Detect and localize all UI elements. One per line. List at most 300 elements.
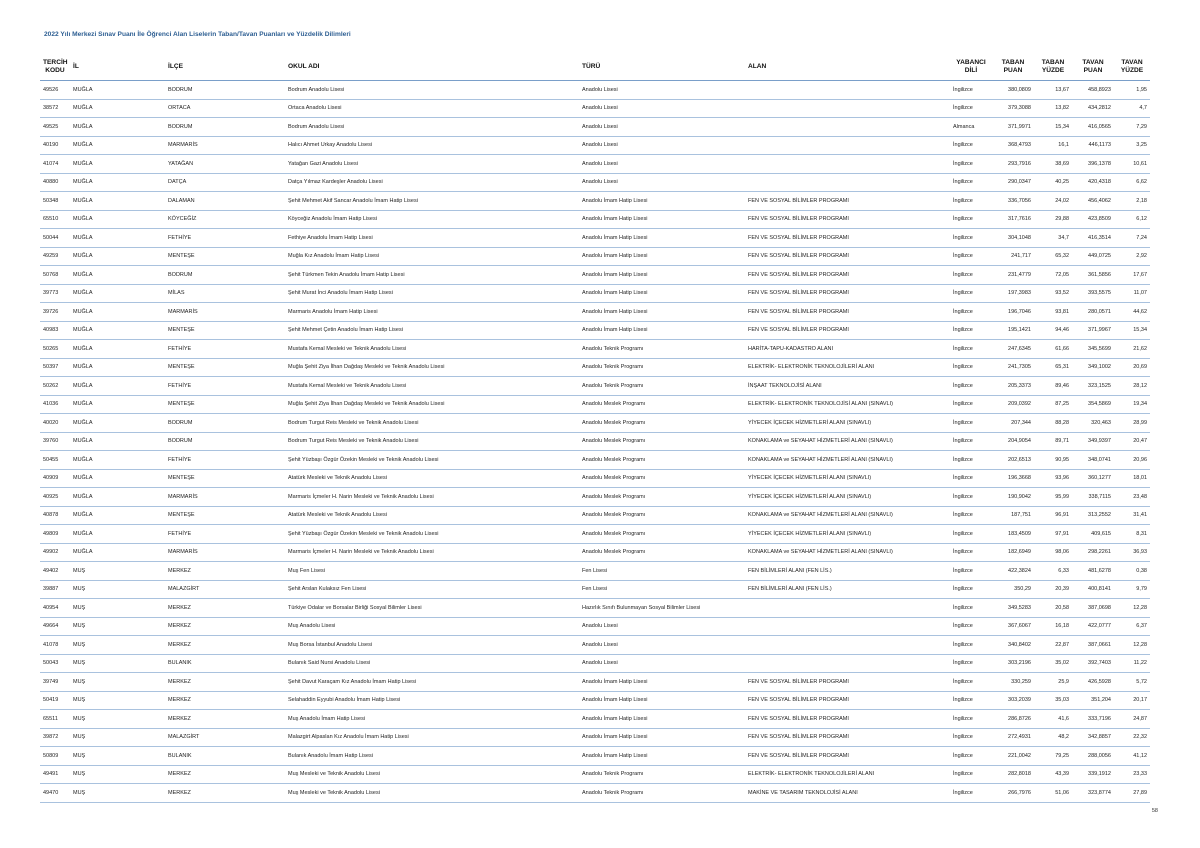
cell-taban-puan: 340,8402: [992, 636, 1034, 655]
cell-alan: FEN VE SOSYAL BİLİMLER PROGRAMI: [745, 266, 950, 285]
cell-tavan-puan: 298,2261: [1072, 543, 1114, 562]
cell-tur: Anadolu Meslek Programı: [579, 506, 745, 525]
cell-dil: İngilizce: [950, 395, 992, 414]
cell-taban-yuzde: 20,58: [1034, 599, 1072, 618]
cell-taban-yuzde: 87,25: [1034, 395, 1072, 414]
col-header-dil: YABANCI DİLİ: [950, 54, 992, 81]
table-row: [40, 284, 1150, 303]
cell-kod: 49525: [40, 118, 70, 137]
cell-kod: 41036: [40, 395, 70, 414]
cell-taban-yuzde: 48,2: [1034, 728, 1072, 747]
cell-dil: Almanca: [950, 118, 992, 137]
cell-taban-yuzde: 51,06: [1034, 784, 1072, 803]
cell-tur: Anadolu Meslek Programı: [579, 469, 745, 488]
cell-tur: Anadolu İmam Hatip Lisesi: [579, 691, 745, 710]
cell-kod: 40983: [40, 321, 70, 340]
cell-il: MUĞLA: [70, 303, 165, 322]
cell-tavan-puan: 423,8509: [1072, 210, 1114, 229]
cell-alan: [745, 617, 950, 636]
cell-taban-yuzde: 24,02: [1034, 192, 1072, 211]
cell-okul: Bodrum Turgut Reis Mesleki ve Teknik Anadolu Lisesi: [285, 432, 579, 451]
cell-il: MUĞLA: [70, 192, 165, 211]
cell-taban-yuzde: 41,6: [1034, 710, 1072, 729]
cell-alan: ELEKTRİK- ELEKTRONİK TEKNOLOJİSİ ALANI (SINAVLI): [745, 395, 950, 414]
cell-tavan-puan: 446,1173: [1072, 136, 1114, 155]
cell-kod: 39773: [40, 284, 70, 303]
cell-tur: Anadolu Teknik Programı: [579, 765, 745, 784]
table-body: [40, 81, 1150, 803]
table-row: [40, 506, 1150, 525]
cell-kod: 40954: [40, 599, 70, 618]
cell-tavan-puan: 345,5699: [1072, 340, 1114, 359]
cell-taban-yuzde: 65,32: [1034, 247, 1072, 266]
cell-taban-puan: 221,0042: [992, 747, 1034, 766]
table-row: [40, 173, 1150, 192]
cell-tur: Anadolu Teknik Programı: [579, 358, 745, 377]
cell-kod: 65511: [40, 710, 70, 729]
cell-tavan-puan: 371,9967: [1072, 321, 1114, 340]
cell-taban-yuzde: 90,95: [1034, 451, 1072, 470]
cell-il: MUĞLA: [70, 414, 165, 433]
cell-ilce: BODRUM: [165, 414, 285, 433]
cell-alan: FEN VE SOSYAL BİLİMLER PROGRAMI: [745, 284, 950, 303]
cell-ilce: MENTEŞE: [165, 247, 285, 266]
cell-tavan-puan: 361,5856: [1072, 266, 1114, 285]
cell-tavan-puan: 320,463: [1072, 414, 1114, 433]
cell-alan: [745, 636, 950, 655]
cell-il: MUĞLA: [70, 432, 165, 451]
cell-tavan-yuzde: 36,93: [1114, 543, 1150, 562]
cell-tavan-puan: 416,0565: [1072, 118, 1114, 137]
cell-okul: Şehit Mehmet Çetin Anadolu İmam Hatip Lisesi: [285, 321, 579, 340]
cell-tavan-yuzde: 28,99: [1114, 414, 1150, 433]
cell-okul: Şehit Türkmen Tekin Anadolu İmam Hatip Lisesi: [285, 266, 579, 285]
cell-taban-puan: 317,7616: [992, 210, 1034, 229]
table-row: [40, 118, 1150, 137]
cell-taban-puan: 349,5283: [992, 599, 1034, 618]
cell-taban-puan: 195,1421: [992, 321, 1034, 340]
cell-tavan-yuzde: 12,28: [1114, 599, 1150, 618]
cell-dil: İngilizce: [950, 488, 992, 507]
cell-okul: Mustafa Kemal Mesleki ve Teknik Anadolu Lisesi: [285, 340, 579, 359]
cell-ilce: MERKEZ: [165, 710, 285, 729]
cell-tavan-yuzde: 20,96: [1114, 451, 1150, 470]
cell-alan: YİYECEK İÇECEK HİZMETLERİ ALANI (SINAVLI): [745, 488, 950, 507]
cell-okul: Marmaris İçmeler H. Narin Mesleki ve Teknik Anadolu Lisesi: [285, 543, 579, 562]
cell-tur: Anadolu Teknik Programı: [579, 377, 745, 396]
cell-ilce: MENTEŞE: [165, 358, 285, 377]
table-row: [40, 673, 1150, 692]
cell-alan: [745, 99, 950, 118]
cell-tur: Hazırlık Sınıfı Bulunmayan Sosyal Bilimler Lisesi: [579, 599, 745, 618]
cell-taban-puan: 286,8726: [992, 710, 1034, 729]
cell-tur: Anadolu İmam Hatip Lisesi: [579, 192, 745, 211]
cell-taban-yuzde: 43,39: [1034, 765, 1072, 784]
cell-kod: 49902: [40, 543, 70, 562]
cell-tavan-yuzde: 2,92: [1114, 247, 1150, 266]
cell-ilce: BULANIK: [165, 747, 285, 766]
cell-il: MUŞ: [70, 562, 165, 581]
cell-dil: İngilizce: [950, 617, 992, 636]
cell-okul: Muğla Şehit Ziya İlhan Dağdaş Mesleki ve Teknik Anadolu Lisesi: [285, 358, 579, 377]
cell-dil: İngilizce: [950, 340, 992, 359]
cell-taban-yuzde: 93,81: [1034, 303, 1072, 322]
cell-kod: 40925: [40, 488, 70, 507]
cell-tavan-puan: 338,7115: [1072, 488, 1114, 507]
cell-tur: Anadolu İmam Hatip Lisesi: [579, 303, 745, 322]
cell-okul: Şehit Yüzbaşı Özgür Özekin Mesleki ve Teknik Anadolu Lisesi: [285, 525, 579, 544]
cell-dil: İngilizce: [950, 303, 992, 322]
cell-kod: 49526: [40, 81, 70, 100]
cell-taban-yuzde: 65,31: [1034, 358, 1072, 377]
cell-taban-yuzde: 98,06: [1034, 543, 1072, 562]
table-row: [40, 229, 1150, 248]
cell-il: MUĞLA: [70, 340, 165, 359]
cell-il: MUĞLA: [70, 99, 165, 118]
table-row: [40, 543, 1150, 562]
cell-tavan-yuzde: 5,72: [1114, 673, 1150, 692]
table-row: [40, 451, 1150, 470]
cell-okul: Halıcı Ahmet Urkay Anadolu Lisesi: [285, 136, 579, 155]
cell-il: MUĞLA: [70, 451, 165, 470]
table-row: [40, 599, 1150, 618]
cell-ilce: MENTEŞE: [165, 506, 285, 525]
cell-okul: Şehit Murat İnci Anadolu İmam Hatip Lisesi: [285, 284, 579, 303]
cell-okul: Bodrum Anadolu Lisesi: [285, 81, 579, 100]
table-row: [40, 377, 1150, 396]
cell-tur: Anadolu Lisesi: [579, 155, 745, 174]
cell-taban-puan: 368,4793: [992, 136, 1034, 155]
cell-alan: İNŞAAT TEKNOLOJİSİ ALANI: [745, 377, 950, 396]
col-header-tavan-yuzde: TAVAN YÜZDE: [1114, 54, 1150, 81]
cell-tavan-yuzde: 41,12: [1114, 747, 1150, 766]
cell-okul: Malazgirt Alpaslan Kız Anadolu İmam Hatip Lisesi: [285, 728, 579, 747]
col-header-kod: TERCİH KODU: [40, 54, 70, 81]
cell-taban-yuzde: 89,71: [1034, 432, 1072, 451]
cell-ilce: MERKEZ: [165, 562, 285, 581]
cell-taban-yuzde: 72,05: [1034, 266, 1072, 285]
cell-kod: 49491: [40, 765, 70, 784]
cell-tur: Anadolu Meslek Programı: [579, 414, 745, 433]
cell-alan: KONAKLAMA ve SEYAHAT HİZMETLERİ ALANI (SINAVLI): [745, 543, 950, 562]
cell-il: MUĞLA: [70, 81, 165, 100]
cell-tavan-puan: 354,5869: [1072, 395, 1114, 414]
cell-il: MUĞLA: [70, 543, 165, 562]
table-row: [40, 210, 1150, 229]
cell-tavan-puan: 392,7403: [1072, 654, 1114, 673]
cell-taban-puan: 196,3668: [992, 469, 1034, 488]
cell-taban-yuzde: 35,02: [1034, 654, 1072, 673]
cell-ilce: BODRUM: [165, 81, 285, 100]
cell-kod: 65510: [40, 210, 70, 229]
col-header-okul: OKUL ADI: [285, 54, 579, 81]
table-row: [40, 192, 1150, 211]
cell-tavan-puan: 400,8141: [1072, 580, 1114, 599]
cell-kod: 50809: [40, 747, 70, 766]
cell-taban-puan: 197,3983: [992, 284, 1034, 303]
cell-dil: İngilizce: [950, 654, 992, 673]
cell-okul: Mustafa Kemal Mesleki ve Teknik Anadolu Lisesi: [285, 377, 579, 396]
cell-ilce: MERKEZ: [165, 784, 285, 803]
cell-tavan-yuzde: 19,34: [1114, 395, 1150, 414]
cell-taban-yuzde: 35,03: [1034, 691, 1072, 710]
cell-taban-puan: 380,0809: [992, 81, 1034, 100]
cell-ilce: MENTEŞE: [165, 395, 285, 414]
cell-il: MUĞLA: [70, 266, 165, 285]
col-header-taban-puan: TABAN PUAN: [992, 54, 1034, 81]
cell-tavan-yuzde: 24,87: [1114, 710, 1150, 729]
table-row: [40, 358, 1150, 377]
cell-ilce: MARMARİS: [165, 488, 285, 507]
cell-taban-yuzde: 22,87: [1034, 636, 1072, 655]
cell-kod: 49402: [40, 562, 70, 581]
cell-il: MUĞLA: [70, 525, 165, 544]
cell-alan: [745, 81, 950, 100]
cell-ilce: MERKEZ: [165, 599, 285, 618]
table-row: [40, 432, 1150, 451]
cell-il: MUĞLA: [70, 118, 165, 137]
table-row: [40, 136, 1150, 155]
cell-il: MUĞLA: [70, 229, 165, 248]
cell-il: MUĞLA: [70, 136, 165, 155]
cell-tur: Anadolu Lisesi: [579, 81, 745, 100]
cell-kod: 40190: [40, 136, 70, 155]
cell-alan: [745, 173, 950, 192]
cell-dil: İngilizce: [950, 562, 992, 581]
cell-dil: İngilizce: [950, 747, 992, 766]
cell-tavan-yuzde: 27,89: [1114, 784, 1150, 803]
cell-taban-puan: 422,3824: [992, 562, 1034, 581]
cell-taban-puan: 379,3088: [992, 99, 1034, 118]
cell-alan: FEN VE SOSYAL BİLİMLER PROGRAMI: [745, 303, 950, 322]
cell-il: MUŞ: [70, 784, 165, 803]
cell-il: MUĞLA: [70, 321, 165, 340]
cell-okul: Marmaris Anadolu İmam Hatip Lisesi: [285, 303, 579, 322]
cell-kod: 50043: [40, 654, 70, 673]
cell-alan: YİYECEK İÇECEK HİZMETLERİ ALANI (SINAVLI): [745, 469, 950, 488]
cell-kod: 49259: [40, 247, 70, 266]
table-row: [40, 784, 1150, 803]
cell-il: MUĞLA: [70, 173, 165, 192]
cell-tavan-puan: 449,0725: [1072, 247, 1114, 266]
cell-kod: 39726: [40, 303, 70, 322]
cell-tavan-yuzde: 11,07: [1114, 284, 1150, 303]
cell-tavan-puan: 349,1002: [1072, 358, 1114, 377]
cell-taban-puan: 190,9042: [992, 488, 1034, 507]
cell-alan: MAKİNE VE TASARIM TEKNOLOJİSİ ALANI: [745, 784, 950, 803]
cell-tur: Fen Lisesi: [579, 580, 745, 599]
cell-ilce: BULANIK: [165, 654, 285, 673]
cell-kod: 41078: [40, 636, 70, 655]
cell-kod: 39887: [40, 580, 70, 599]
cell-okul: Muğla Şehit Ziya İlhan Dağdaş Mesleki ve Teknik Anadolu Lisesi: [285, 395, 579, 414]
cell-tavan-yuzde: 0,38: [1114, 562, 1150, 581]
cell-il: MUŞ: [70, 691, 165, 710]
cell-okul: Bulanık Said Nursi Anadolu Lisesi: [285, 654, 579, 673]
cell-alan: FEN VE SOSYAL BİLİMLER PROGRAMI: [745, 210, 950, 229]
cell-ilce: MARMARİS: [165, 543, 285, 562]
cell-kod: 38572: [40, 99, 70, 118]
cell-ilce: DATÇA: [165, 173, 285, 192]
cell-kod: 49470: [40, 784, 70, 803]
cell-taban-yuzde: 88,28: [1034, 414, 1072, 433]
cell-tavan-yuzde: 15,34: [1114, 321, 1150, 340]
cell-ilce: FETHİYE: [165, 229, 285, 248]
cell-kod: 41074: [40, 155, 70, 174]
cell-tur: Anadolu Meslek Programı: [579, 451, 745, 470]
cell-taban-yuzde: 6,33: [1034, 562, 1072, 581]
cell-il: MUŞ: [70, 710, 165, 729]
cell-kod: 50397: [40, 358, 70, 377]
cell-taban-puan: 371,9971: [992, 118, 1034, 137]
cell-tavan-puan: 349,9397: [1072, 432, 1114, 451]
cell-taban-puan: 204,9054: [992, 432, 1034, 451]
cell-dil: İngilizce: [950, 173, 992, 192]
cell-il: MUĞLA: [70, 155, 165, 174]
cell-tavan-puan: 434,2812: [1072, 99, 1114, 118]
cell-tavan-puan: 360,1277: [1072, 469, 1114, 488]
cell-tavan-puan: 387,0661: [1072, 636, 1114, 655]
table-row: [40, 525, 1150, 544]
cell-dil: İngilizce: [950, 377, 992, 396]
cell-tavan-yuzde: 3,25: [1114, 136, 1150, 155]
cell-dil: İngilizce: [950, 81, 992, 100]
cell-il: MUĞLA: [70, 284, 165, 303]
cell-tavan-yuzde: 1,95: [1114, 81, 1150, 100]
cell-okul: Yatağan Gazi Anadolu Lisesi: [285, 155, 579, 174]
cell-taban-puan: 187,751: [992, 506, 1034, 525]
cell-tavan-puan: 396,1378: [1072, 155, 1114, 174]
cell-il: MUĞLA: [70, 469, 165, 488]
cell-tur: Anadolu Meslek Programı: [579, 432, 745, 451]
cell-taban-yuzde: 38,69: [1034, 155, 1072, 174]
cell-taban-yuzde: 97,91: [1034, 525, 1072, 544]
cell-dil: İngilizce: [950, 266, 992, 285]
cell-tur: Anadolu İmam Hatip Lisesi: [579, 673, 745, 692]
cell-kod: 49664: [40, 617, 70, 636]
cell-tur: Anadolu Meslek Programı: [579, 488, 745, 507]
cell-ilce: MENTEŞE: [165, 321, 285, 340]
cell-tur: Anadolu Lisesi: [579, 654, 745, 673]
cell-taban-yuzde: 15,34: [1034, 118, 1072, 137]
cell-okul: Muş Fen Lisesi: [285, 562, 579, 581]
cell-il: MUŞ: [70, 580, 165, 599]
cell-dil: İngilizce: [950, 599, 992, 618]
cell-tavan-puan: 348,0741: [1072, 451, 1114, 470]
table-row: [40, 765, 1150, 784]
cell-taban-yuzde: 93,52: [1034, 284, 1072, 303]
cell-il: MUĞLA: [70, 395, 165, 414]
cell-il: MUŞ: [70, 617, 165, 636]
cell-tavan-puan: 456,4062: [1072, 192, 1114, 211]
cell-kod: 40020: [40, 414, 70, 433]
cell-kod: 39749: [40, 673, 70, 692]
cell-tur: Anadolu İmam Hatip Lisesi: [579, 210, 745, 229]
cell-alan: YİYECEK İÇECEK HİZMETLERİ ALANI (SINAVLI): [745, 525, 950, 544]
table-row: [40, 488, 1150, 507]
cell-alan: FEN VE SOSYAL BİLİMLER PROGRAMI: [745, 747, 950, 766]
cell-alan: KONAKLAMA ve SEYAHAT HİZMETLERİ ALANI (SINAVLI): [745, 506, 950, 525]
cell-kod: 50265: [40, 340, 70, 359]
table-row: [40, 747, 1150, 766]
cell-taban-puan: 304,1048: [992, 229, 1034, 248]
cell-dil: İngilizce: [950, 580, 992, 599]
cell-taban-yuzde: 20,39: [1034, 580, 1072, 599]
cell-okul: Şehit Davut Karaçam Kız Anadolu İmam Hatip Lisesi: [285, 673, 579, 692]
cell-tavan-puan: 420,4318: [1072, 173, 1114, 192]
cell-tavan-puan: 288,0056: [1072, 747, 1114, 766]
cell-tavan-puan: 426,5928: [1072, 673, 1114, 692]
school-scores-table: [40, 54, 1150, 803]
cell-taban-yuzde: 89,46: [1034, 377, 1072, 396]
cell-tavan-yuzde: 7,29: [1114, 118, 1150, 137]
cell-tavan-yuzde: 4,7: [1114, 99, 1150, 118]
cell-ilce: FETHİYE: [165, 525, 285, 544]
cell-alan: KONAKLAMA ve SEYAHAT HİZMETLERİ ALANI (SINAVLI): [745, 451, 950, 470]
cell-ilce: MERKEZ: [165, 765, 285, 784]
cell-ilce: BODRUM: [165, 266, 285, 285]
cell-dil: İngilizce: [950, 636, 992, 655]
cell-tavan-puan: 313,2552: [1072, 506, 1114, 525]
cell-dil: İngilizce: [950, 432, 992, 451]
cell-dil: İngilizce: [950, 710, 992, 729]
cell-okul: Marmaris İçmeler H. Narin Mesleki ve Teknik Anadolu Lisesi: [285, 488, 579, 507]
cell-taban-puan: 207,344: [992, 414, 1034, 433]
cell-kod: 50419: [40, 691, 70, 710]
cell-il: MUĞLA: [70, 506, 165, 525]
cell-okul: Bodrum Turgut Reis Mesleki ve Teknik Anadolu Lisesi: [285, 414, 579, 433]
cell-taban-yuzde: 13,82: [1034, 99, 1072, 118]
cell-tavan-yuzde: 10,61: [1114, 155, 1150, 174]
cell-dil: İngilizce: [950, 765, 992, 784]
cell-kod: 40878: [40, 506, 70, 525]
cell-alan: ELEKTRİK- ELEKTRONİK TEKNOLOJİLERİ ALANI: [745, 765, 950, 784]
cell-tavan-yuzde: 21,62: [1114, 340, 1150, 359]
cell-taban-yuzde: 16,1: [1034, 136, 1072, 155]
cell-ilce: DALAMAN: [165, 192, 285, 211]
cell-tavan-yuzde: 6,62: [1114, 173, 1150, 192]
header-row: [40, 54, 1150, 81]
cell-dil: İngilizce: [950, 99, 992, 118]
cell-tavan-yuzde: 18,01: [1114, 469, 1150, 488]
cell-alan: FEN VE SOSYAL BİLİMLER PROGRAMI: [745, 247, 950, 266]
cell-taban-puan: 336,7056: [992, 192, 1034, 211]
cell-alan: YİYECEK İÇECEK HİZMETLERİ ALANI (SINAVLI): [745, 414, 950, 433]
cell-kod: 40909: [40, 469, 70, 488]
cell-okul: Atatürk Mesleki ve Teknik Anadolu Lisesi: [285, 506, 579, 525]
cell-taban-puan: 303,2196: [992, 654, 1034, 673]
cell-alan: HARİTA-TAPU-KADASTRO ALANI: [745, 340, 950, 359]
cell-alan: [745, 654, 950, 673]
cell-okul: Bodrum Anadolu Lisesi: [285, 118, 579, 137]
cell-alan: [745, 155, 950, 174]
cell-tavan-yuzde: 20,17: [1114, 691, 1150, 710]
cell-alan: [745, 599, 950, 618]
col-header-ilce: İLÇE: [165, 54, 285, 81]
cell-tavan-yuzde: 9,79: [1114, 580, 1150, 599]
cell-taban-yuzde: 13,67: [1034, 81, 1072, 100]
cell-il: MUŞ: [70, 636, 165, 655]
cell-tur: Anadolu Lisesi: [579, 636, 745, 655]
cell-alan: ELEKTRİK- ELEKTRONİK TEKNOLOJİLERİ ALANI: [745, 358, 950, 377]
cell-tavan-yuzde: 22,32: [1114, 728, 1150, 747]
cell-alan: FEN VE SOSYAL BİLİMLER PROGRAMI: [745, 229, 950, 248]
cell-ilce: MERKEZ: [165, 673, 285, 692]
cell-tavan-yuzde: 28,12: [1114, 377, 1150, 396]
cell-ilce: KÖYCEĞİZ: [165, 210, 285, 229]
cell-taban-yuzde: 94,46: [1034, 321, 1072, 340]
cell-kod: 50044: [40, 229, 70, 248]
